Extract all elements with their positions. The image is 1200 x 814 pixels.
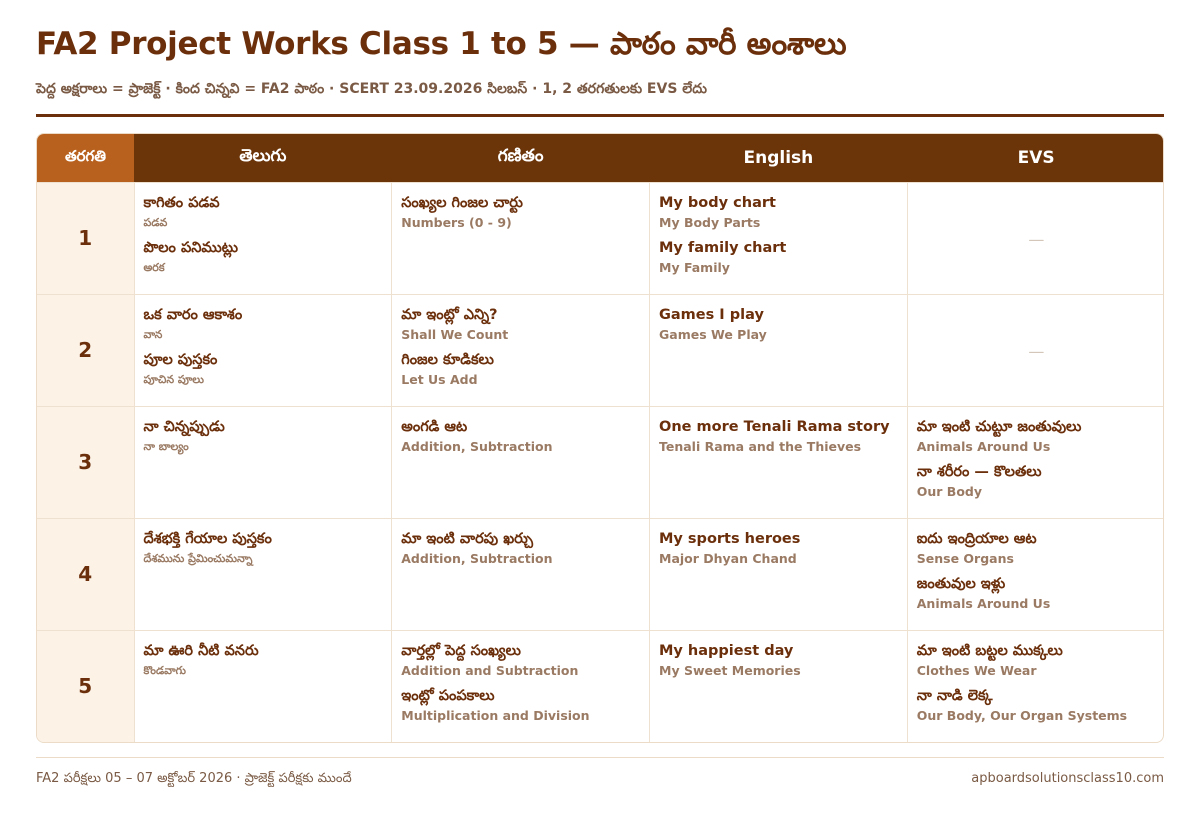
- project-entry: [144, 529, 383, 567]
- lesson-name: Shall We Count: [401, 326, 509, 342]
- table-row: [37, 406, 1164, 518]
- project-name: మా ఇంటి చుట్టూ జంతువులు: [916, 418, 1082, 435]
- lesson-name: Addition, Subtraction: [401, 550, 553, 566]
- telugu-cell: [134, 518, 392, 630]
- project-entry: [659, 529, 898, 567]
- lesson-name: Tenali Rama and the Thieves: [659, 438, 862, 454]
- table-header: [37, 134, 1164, 182]
- project-name: పొలం పనిముట్లు: [143, 239, 238, 256]
- lesson-name: Clothes We Wear: [916, 662, 1037, 678]
- project-entry: [401, 305, 640, 343]
- project-table-container: [36, 133, 1164, 743]
- evs-cell: [907, 294, 1164, 406]
- project-entry: [144, 350, 383, 388]
- project-entry: [144, 417, 383, 455]
- lesson-name: Sense Organs: [916, 550, 1014, 566]
- project-entry: [401, 350, 640, 388]
- project-entry: [659, 238, 898, 276]
- project-entry: [144, 305, 383, 343]
- table-row: [37, 518, 1164, 630]
- lesson-name: Our Body: [916, 483, 983, 499]
- lesson-name: Games We Play: [659, 326, 767, 342]
- empty-mark: —: [1028, 341, 1045, 361]
- project-name: My body chart: [659, 194, 776, 211]
- footer-exam-note: FA2 పరీక్షలు 05 – 07 అక్టోబర్ 2026 · ప్రాజెక్ట్ పరీక్షకు ముందే: [36, 771, 352, 786]
- class-number: 2: [37, 294, 134, 406]
- lesson-name: My Sweet Memories: [659, 662, 801, 678]
- telugu-cell: [134, 630, 392, 742]
- english-cell: [650, 294, 908, 406]
- class-number: 3: [37, 406, 134, 518]
- project-name: My family chart: [659, 239, 787, 256]
- lesson-name: Our Body, Our Organ Systems: [916, 707, 1128, 723]
- lesson-name: Addition, Subtraction: [401, 438, 553, 454]
- english-cell: [650, 630, 908, 742]
- page-title: FA2 Project Works Class 1 to 5 — పాఠం వారీ అంశాలు: [36, 26, 847, 62]
- project-entry: [144, 193, 383, 231]
- maths-cell: [392, 518, 650, 630]
- lesson-name: దేశమును ప్రేమించుమన్నా: [143, 551, 253, 565]
- project-table: [37, 134, 1164, 742]
- telugu-cell: [134, 182, 392, 294]
- class-number: 5: [37, 630, 134, 742]
- table-row: [37, 182, 1164, 294]
- maths-cell: [392, 294, 650, 406]
- lesson-name: Multiplication and Division: [401, 707, 590, 723]
- project-entry: [659, 193, 898, 231]
- project-name: One more Tenali Rama story: [659, 418, 890, 435]
- page: [36, 24, 1164, 788]
- english-cell: [650, 406, 908, 518]
- project-name: నా నాడి లెక్క: [916, 687, 993, 704]
- project-entry: [401, 686, 640, 724]
- title-divider: [36, 114, 1164, 117]
- table-row: [37, 294, 1164, 406]
- class-number: 4: [37, 518, 134, 630]
- footer-divider: [36, 757, 1164, 758]
- project-name: నా శరీరం — కొలతలు: [916, 463, 1042, 480]
- project-name: నా చిన్నప్పుడు: [143, 418, 225, 435]
- lesson-name: కొండవాగు: [143, 663, 186, 677]
- evs-cell: [907, 518, 1164, 630]
- lesson-name: My Family: [659, 259, 730, 275]
- project-name: సంఖ్యల గింజల చార్టు: [401, 194, 523, 211]
- project-entry: [917, 574, 1156, 612]
- telugu-cell: [134, 406, 392, 518]
- project-entry: [144, 641, 383, 679]
- project-name: కాగితం పడవ: [143, 194, 220, 211]
- evs-cell: [907, 630, 1164, 742]
- header-evs: EVS: [907, 134, 1164, 182]
- footer-site-link[interactable]: apboardsolutionsclass10.com: [971, 771, 1164, 786]
- page-subtitle: పెద్ద అక్షరాలు = ప్రాజెక్ట్ · కింద చిన్నవి = FA2 పాఠం · SCERT 23.09.2026 సిలబస్ · 1, 2 తరగతులకు EVS లేదు: [36, 81, 707, 97]
- lesson-name: Numbers (0 - 9): [401, 214, 512, 230]
- project-entry: [659, 305, 898, 343]
- project-name: Games I play: [659, 306, 764, 323]
- project-name: My sports heroes: [659, 530, 801, 547]
- project-name: మా ఇంటి వారపు ఖర్చు: [401, 530, 534, 547]
- project-name: పూల పుస్తకం: [143, 351, 218, 368]
- project-name: ఇంట్లో పంపకాలు: [401, 687, 495, 704]
- project-name: మా ఇంట్లో ఎన్ని?: [401, 306, 498, 323]
- project-entry: [917, 529, 1156, 567]
- lesson-name: Animals Around Us: [916, 595, 1051, 611]
- lesson-name: Major Dhyan Chand: [659, 550, 797, 566]
- header-telugu: తెలుగు: [134, 134, 392, 182]
- project-entry: [917, 641, 1156, 679]
- project-entry: [917, 417, 1156, 455]
- lesson-name: My Body Parts: [659, 214, 761, 230]
- maths-cell: [392, 630, 650, 742]
- project-entry: [917, 462, 1156, 500]
- project-name: దేశభక్తి గేయాల పుస్తకం: [143, 530, 272, 547]
- project-name: అంగడి ఆట: [401, 418, 468, 435]
- project-entry: [917, 686, 1156, 724]
- lesson-name: పడవ: [143, 215, 168, 229]
- maths-cell: [392, 182, 650, 294]
- english-cell: [650, 182, 908, 294]
- lesson-name: Let Us Add: [401, 371, 478, 387]
- lesson-name: నా బాల్యం: [143, 439, 189, 453]
- project-name: వార్తల్లో పెద్ద సంఖ్యలు: [401, 642, 521, 659]
- header-class: తరగతి: [37, 134, 134, 182]
- empty-mark: —: [1028, 229, 1045, 249]
- evs-cell: [907, 182, 1164, 294]
- project-name: జంతువుల ఇళ్లు: [916, 575, 1006, 592]
- footer: [36, 770, 1164, 788]
- evs-cell: [907, 406, 1164, 518]
- table-body: [37, 182, 1164, 742]
- project-entry: [401, 417, 640, 455]
- maths-cell: [392, 406, 650, 518]
- table-row: [37, 630, 1164, 742]
- project-name: గింజల కూడికలు: [401, 351, 494, 368]
- project-entry: [659, 417, 898, 455]
- project-name: ఐదు ఇంద్రియాల ఆట: [916, 530, 1037, 547]
- project-entry: [401, 193, 640, 231]
- project-entry: [401, 641, 640, 679]
- project-name: My happiest day: [659, 642, 794, 659]
- lesson-name: పూచిన పూలు: [143, 372, 204, 386]
- header-english: English: [650, 134, 908, 182]
- project-name: మా ఇంటి బట్టల ముక్కలు: [916, 642, 1063, 659]
- english-cell: [650, 518, 908, 630]
- telugu-cell: [134, 294, 392, 406]
- project-entry: [659, 641, 898, 679]
- header-maths: గణితం: [392, 134, 650, 182]
- project-name: మా ఊరి నీటి వనరు: [143, 642, 259, 659]
- lesson-name: Addition and Subtraction: [401, 662, 579, 678]
- project-name: ఒక వారం ఆకాశం: [143, 306, 243, 323]
- lesson-name: వాన: [143, 327, 163, 341]
- class-number: 1: [37, 182, 134, 294]
- project-entry: [401, 529, 640, 567]
- lesson-name: అరక: [143, 260, 165, 274]
- project-entry: [144, 238, 383, 276]
- lesson-name: Animals Around Us: [916, 438, 1051, 454]
